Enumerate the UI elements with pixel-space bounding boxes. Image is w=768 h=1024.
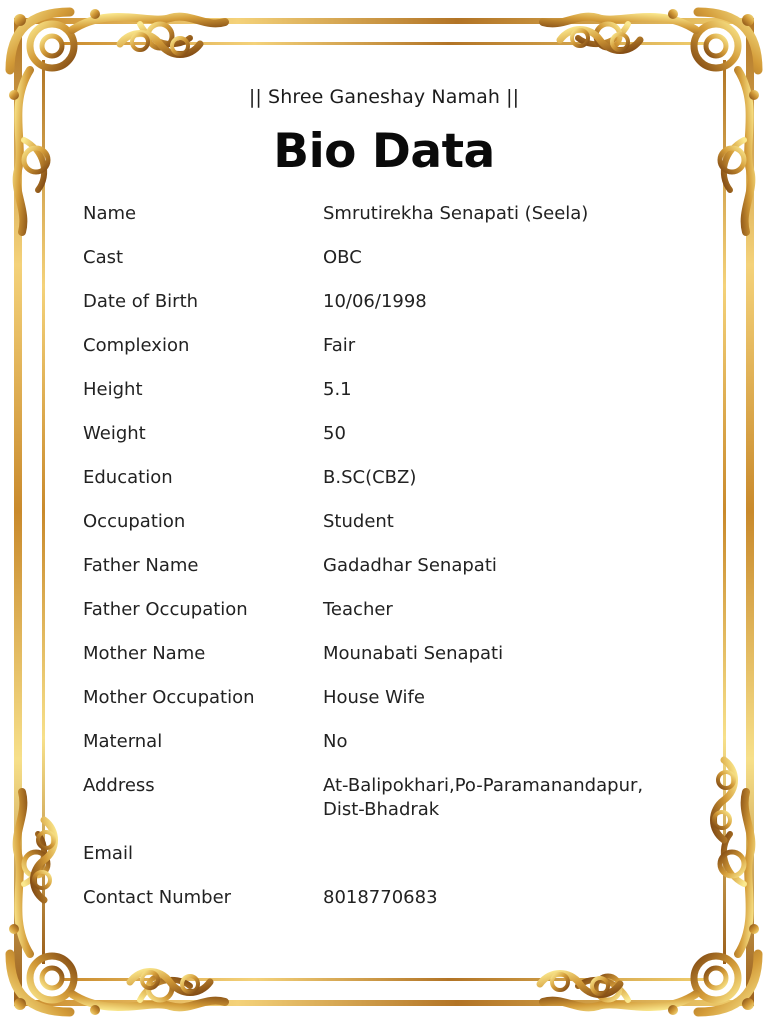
field-row-complexion [83,334,683,378]
field-value: House Wife [323,687,425,708]
invocation-text: || Shree Ganeshay Namah || [248,86,520,108]
field-label: Father Occupation [83,599,248,620]
field-row-cast [83,246,683,290]
field-label: Address [83,775,155,796]
field-label: Occupation [83,511,186,532]
field-value: 50 [323,423,346,444]
field-value: 5.1 [323,379,352,400]
field-row-name [83,202,683,246]
field-row-maternal [83,730,683,774]
field-row-email [83,842,683,886]
field-label: Cast [83,247,124,268]
field-value: 10/06/1998 [323,291,427,312]
address-line-2: Dist-Bhadrak [323,799,440,820]
field-label: Maternal [83,731,163,752]
field-row-education [83,466,683,510]
field-label: Contact Number [83,887,232,908]
address-line-1: At-Balipokhari,Po-Paramanandapur, [323,775,644,796]
field-label: Complexion [83,335,190,356]
field-row-mother-occupation [83,686,683,730]
field-label: Height [83,379,143,400]
field-label: Education [83,467,173,488]
bio-header [0,86,768,179]
field-label: Father Name [83,555,199,576]
field-row-height [83,378,683,422]
field-row-mother-name [83,642,683,686]
bio-fields [83,202,683,930]
field-label: Mother Name [83,643,206,664]
field-value: Gadadhar Senapati [323,555,497,576]
field-value [323,774,683,842]
field-row-contact [83,886,683,930]
field-label: Mother Occupation [83,687,255,708]
field-value: Teacher [323,599,393,620]
field-row-father-name [83,554,683,598]
field-value: Fair [323,335,356,356]
field-label: Name [83,203,137,224]
field-row-weight [83,422,683,466]
field-row-address [83,774,683,842]
field-label: Email [83,843,133,864]
page-title: Bio Data [273,124,495,179]
field-value: 8018770683 [323,887,438,908]
field-row-occupation [83,510,683,554]
field-value: No [323,731,348,752]
field-row-dob [83,290,683,334]
field-value: B.SC(CBZ) [323,467,417,488]
field-value: Smrutirekha Senapati (Seela) [323,203,589,224]
field-value: Mounabati Senapati [323,643,504,664]
field-value: Student [323,511,394,532]
field-value [323,842,683,886]
field-label: Weight [83,423,146,444]
field-row-father-occupation [83,598,683,642]
field-value: OBC [323,247,362,268]
field-label: Date of Birth [83,291,199,312]
